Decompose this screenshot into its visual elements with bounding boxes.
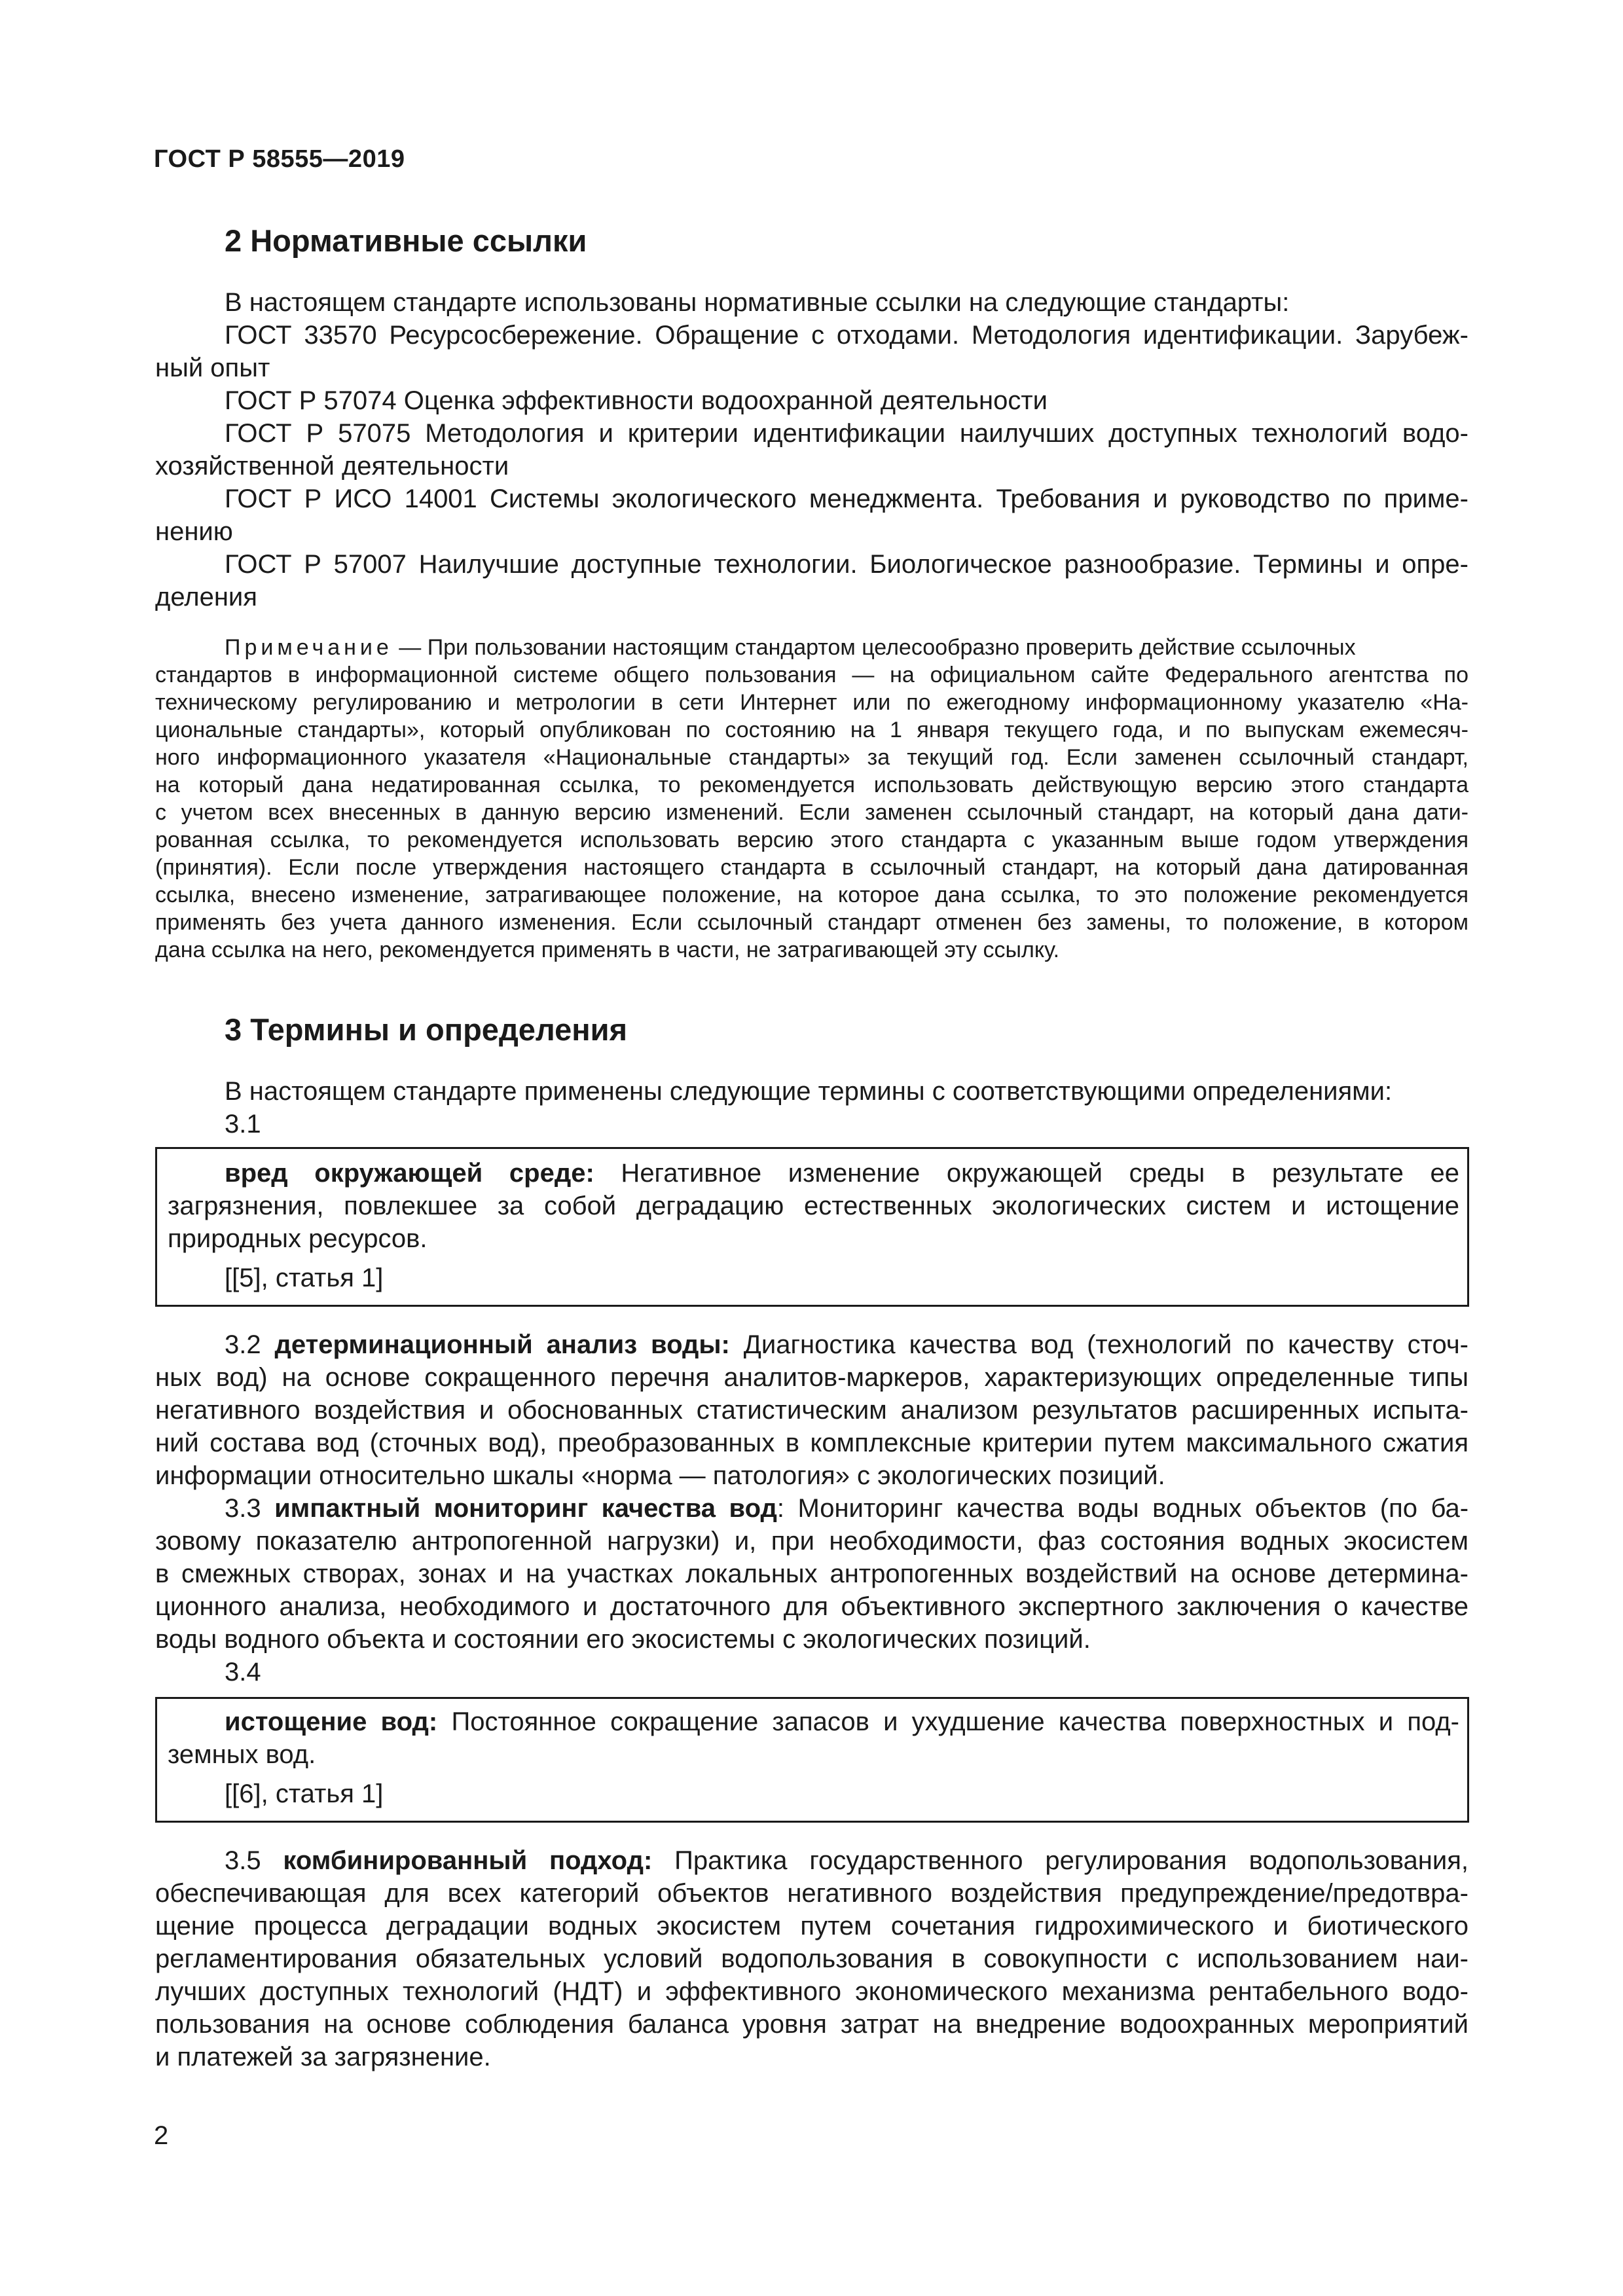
term-3-3-line-5: воды водного объекта и состоянии его экосистемы с экологических позиций.	[155, 1625, 1091, 1654]
term-3-1-line-2: загрязнения, повлекшее за собой деградацию естественных экологических систем и истощение	[168, 1192, 1459, 1220]
term-3-4-line-2: земных вод.	[168, 1740, 316, 1769]
section-2-title: 2 Нормативные ссылки	[225, 223, 587, 258]
ref-2-line-1: ГОСТ Р 57074 Оценка эффективности водоохранной деятельности	[225, 386, 1048, 415]
note-line-1: Примечание — При пользовании настоящим стандартом целесообразно проверить действие ссылочных	[225, 635, 1356, 660]
ref-5-line-2: деления	[155, 583, 257, 611]
note-line-4: циональные стандарты», который опубликован по состоянию на 1 января текущего года, и по выпускам ежемесяч-	[155, 718, 1468, 742]
ref-5-line-1: ГОСТ Р 57007 Наилучшие доступные технологии. Биологическое разнообразие. Термины и опре-	[225, 550, 1468, 579]
note-label: Примечание	[225, 635, 393, 660]
ref-1-line-2: ный опыт	[155, 354, 270, 382]
term-3-4-number: 3.4	[225, 1658, 261, 1686]
note-line-11: применять без учета данного изменения. Если ссылочный стандарт отменен без замены, то положение, в котором	[155, 910, 1468, 935]
term-3-3-line-1: 3.3 импактный мониторинг качества вод: Мониторинг качества воды водных объектов (по ба-	[225, 1494, 1469, 1523]
term-3-5-line-2: обеспечивающая для всех категорий объектов негативного воздействия предупреждение/предотвра-	[155, 1879, 1468, 1908]
term-3-2-line-2: ных вод) на основе сокращенного перечня аналитов-маркеров, характеризующих определенные типы	[155, 1363, 1468, 1392]
term-3-3-line-2: зовому показателю антропогенной нагрузки) и, при необходимости, фаз состояния водных экосистем	[155, 1527, 1468, 1556]
term-3-3-term: импактный мониторинг качества вод	[274, 1494, 777, 1523]
ref-4-line-1: ГОСТ Р ИСО 14001 Системы экологического менеджмента. Требования и руководство по приме-	[225, 484, 1468, 513]
document-header: ГОСТ Р 58555—2019	[154, 145, 405, 173]
ref-3-line-2: хозяйственной деятельности	[155, 452, 509, 481]
term-3-4-term: истощение вод:	[225, 1707, 438, 1736]
note-line-10: ссылка, внесено изменение, затрагивающее положение, на которое дана ссылка, то это положение рекомендуется	[155, 883, 1468, 907]
term-3-5-line-6: пользования на основе соблюдения баланса уровня затрат на внедрение водоохранных мероприятий	[155, 2010, 1468, 2039]
ref-3-line-1: ГОСТ Р 57075 Методология и критерии идентификации наилучших доступных технологий водо-	[225, 419, 1468, 448]
term-3-5-line-1: 3.5 комбинированный подход: Практика государственного регулирования водопользования,	[225, 1846, 1469, 1875]
note-line-6: на который дана недатированная ссылка, то рекомендуется использовать действующую версию этого стандарта	[155, 773, 1468, 797]
term-3-2-line-5: информации относительно шкалы «норма — патология» с экологических позиций.	[155, 1461, 1165, 1490]
term-3-4-source: [[6], статья 1]	[225, 1779, 384, 1808]
term-3-5-line-4: регламентирования обязательных условий водопользования в совокупности с использованием наи-	[155, 1944, 1468, 1973]
term-3-4-line-1: истощение вод: Постоянное сокращение запасов и ухудшение качества поверхностных и под-	[225, 1707, 1460, 1736]
term-3-2-term: детерминационный анализ воды:	[274, 1330, 730, 1359]
term-3-2-line-3: негативного воздействия и обоснованных статистическим анализом результатов расширенных испыта-	[155, 1396, 1468, 1425]
term-3-1-line-3: природных ресурсов.	[168, 1224, 428, 1253]
term-3-1-term: вред окружающей среде:	[225, 1159, 594, 1188]
term-3-2-line-4: ний состава вод (сточных вод), преобразованных в комплексные критерии путем максимального сжатия	[155, 1429, 1468, 1457]
note-line-5: ного информационного указателя «Национальные стандарты» за текущий год. Если заменен ссылочный стандарт,	[155, 745, 1468, 770]
note-line-8: рованная ссылка, то рекомендуется использовать версию этого стандарта с указанным выше годом утверждения	[155, 828, 1468, 852]
term-3-2-line-1: 3.2 детерминационный анализ воды: Диагностика качества вод (технологий по качеству сточ-	[225, 1330, 1468, 1359]
section-3-title: 3 Термины и определения	[225, 1012, 627, 1047]
term-3-1-line-1: вред окружающей среде: Негативное изменение окружающей среды в результате ее	[225, 1159, 1459, 1188]
term-3-1-number: 3.1	[225, 1110, 261, 1139]
section-2-intro: В настоящем стандарте использованы нормативные ссылки на следующие стандарты:	[225, 288, 1290, 317]
note-line-12: дана ссылка на него, рекомендуется применять в части, не затрагивающей эту ссылку.	[155, 938, 1060, 962]
term-3-3-line-4: ционного анализа, необходимого и достаточного для объективного экспертного заключения о качестве	[155, 1592, 1468, 1621]
term-3-1-source: [[5], статья 1]	[225, 1264, 384, 1292]
note-line-2: стандартов в информационной системе общего пользования — на официальном сайте Федерального агентства по	[155, 663, 1468, 687]
term-3-5-line-5: лучших доступных технологий (НДТ) и эффективного экономического механизма рентабельного водо-	[155, 1977, 1468, 2006]
ref-1-line-1: ГОСТ 33570 Ресурсосбережение. Обращение с отходами. Методология идентификации. Зарубеж-	[225, 321, 1468, 350]
ref-4-line-2: нению	[155, 517, 233, 546]
section-3-intro: В настоящем стандарте применены следующие термины с соответствующими определениями:	[225, 1077, 1393, 1106]
page-number: 2	[154, 2121, 169, 2150]
term-3-5-term: комбинированный подход:	[283, 1846, 653, 1875]
term-3-3-line-3: в смежных створах, зонах и на участках локальных антропогенных воздействий на основе детермина-	[155, 1559, 1468, 1588]
note-line-9: (принятия). Если после утверждения настоящего стандарта в ссылочный стандарт, на который дана датированная	[155, 855, 1468, 880]
term-3-5-line-7: и платежей за загрязнение.	[155, 2043, 491, 2071]
term-3-5-line-3: щение процесса деградации водных экосистем путем сочетания гидрохимического и биотического	[155, 1912, 1468, 1941]
note-line-7: с учетом всех внесенных в данную версию изменений. Если заменен ссылочный стандарт, на который дана дати-	[155, 800, 1468, 825]
note-line-3: техническому регулированию и метрологии в сети Интернет или по ежегодному информационному указателю «На-	[155, 690, 1468, 715]
